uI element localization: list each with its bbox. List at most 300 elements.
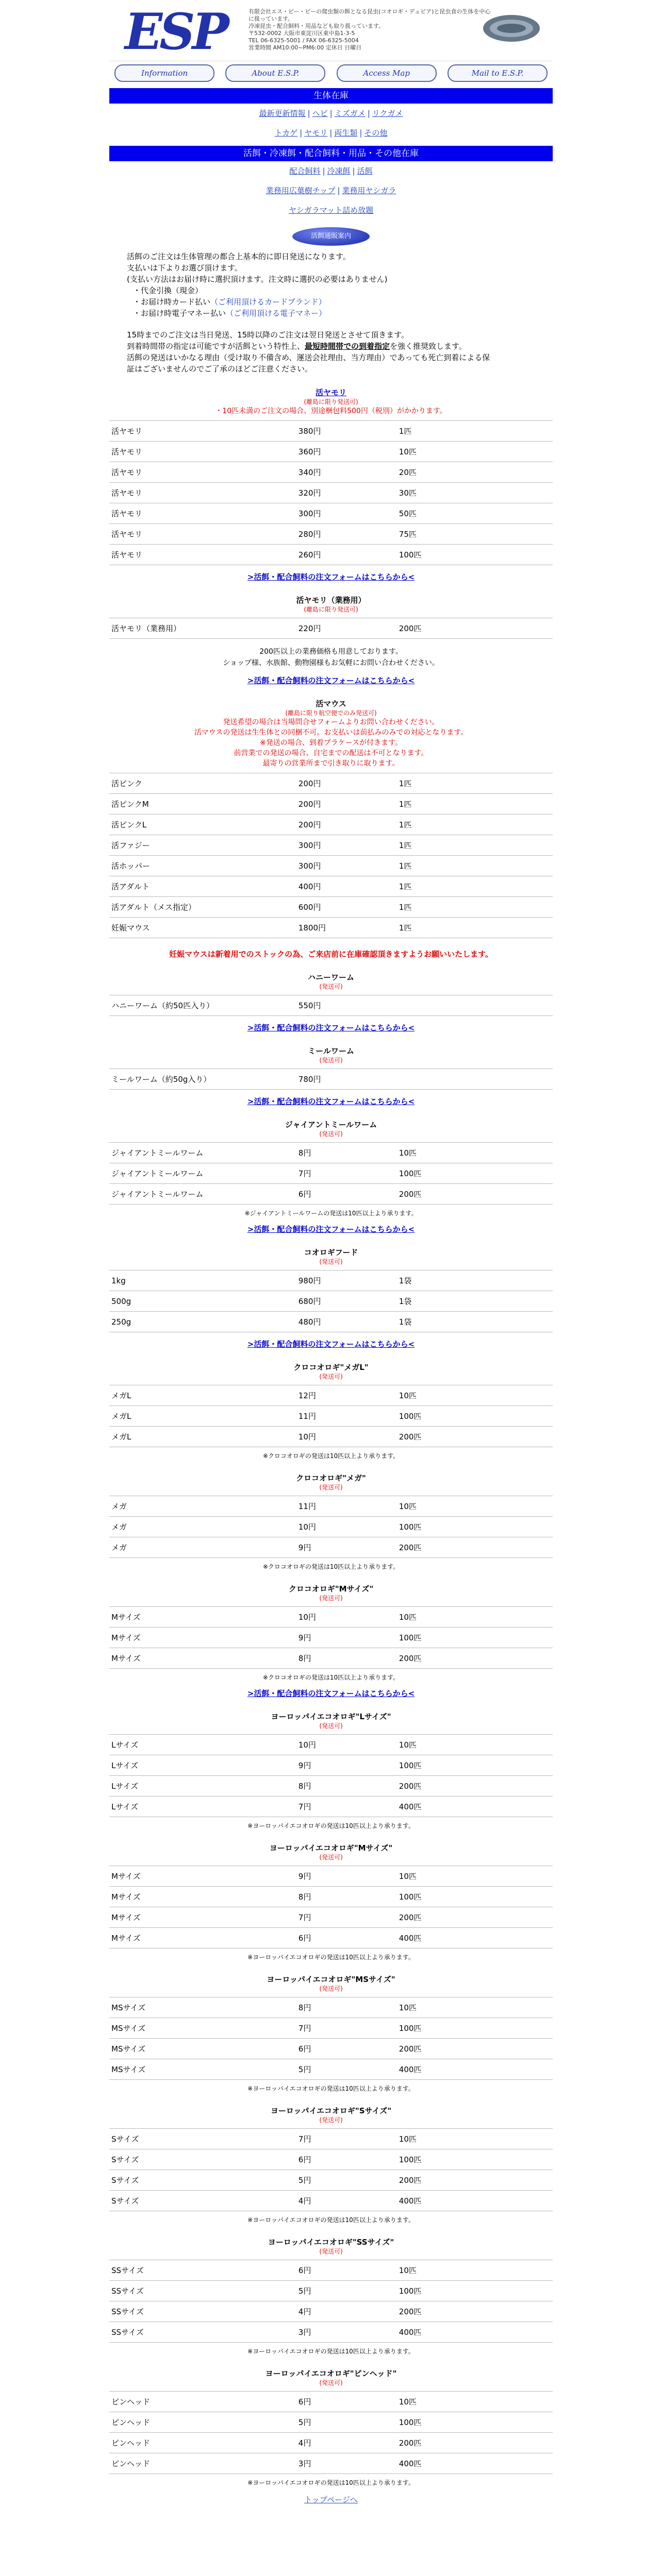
price-cell: 8円 <box>278 1648 389 1669</box>
table-row <box>109 1887 553 1907</box>
nav-link[interactable]: 配合飼料 <box>289 166 321 176</box>
header-info-line: TEL 06-6325-5001 / FAX 06-6325-5004 <box>249 37 359 44</box>
quantity-cell: 100匹 <box>389 2281 553 2301</box>
section-subtitle: (発送可) <box>319 1057 343 1064</box>
price-cell: 400円 <box>278 876 389 897</box>
section-subtitle: (離島に限り発送可) <box>304 398 358 405</box>
item-name-cell: 1kg <box>109 1270 278 1291</box>
quantity-cell: 200匹 <box>389 618 553 639</box>
section-title: 活ヤモリ（業務用） <box>296 596 366 605</box>
order-form-link[interactable]: >活餌・配合飼料の注文フォームはこちらから< <box>247 1340 415 1349</box>
nav-link[interactable]: 冷凍餌 <box>327 166 351 176</box>
nav-link[interactable]: 業務用ヤシガラ <box>342 186 396 195</box>
price-cell: 6円 <box>278 2392 389 2412</box>
price-cell: 9円 <box>278 1866 389 1887</box>
price-cell: 5円 <box>278 2059 389 2080</box>
section-title: クロコオロギ"メガL" <box>293 1363 369 1372</box>
quantity-cell: 100匹 <box>389 545 553 565</box>
price-table <box>109 2260 553 2343</box>
nav-button-0[interactable]: Information <box>114 64 214 82</box>
table-row <box>109 1184 553 1205</box>
quantity-cell: 10匹 <box>389 1143 553 1163</box>
item-name-cell: 500g <box>109 1291 278 1312</box>
item-name-cell: メガL <box>109 1406 278 1427</box>
top-page-link[interactable]: トップページへ <box>304 2495 358 2504</box>
section-title: ヨーロッパイエコオロギ"Lサイズ" <box>271 1712 391 1721</box>
quantity-cell: 10匹 <box>389 1997 553 2018</box>
table-row <box>109 995 553 1016</box>
price-table <box>109 2128 553 2211</box>
quantity-cell: 10匹 <box>389 1496 553 1517</box>
price-table <box>109 1606 553 1669</box>
table-row <box>109 1735 553 1755</box>
table-row <box>109 2301 553 2322</box>
item-name-cell: Mサイズ <box>109 1607 278 1628</box>
item-name-cell: Mサイズ <box>109 1907 278 1928</box>
order-link-wrap <box>109 571 553 582</box>
nav-link[interactable]: ヤシガラマット詰め放題 <box>288 206 374 215</box>
quantity-cell: 30匹 <box>389 483 553 503</box>
header-info <box>249 8 491 52</box>
item-name-cell: ピンヘッド <box>109 2433 278 2453</box>
quantity-cell: 10匹 <box>389 1385 553 1406</box>
quantity-cell: 1袋 <box>389 1270 553 1291</box>
item-name-cell: Lサイズ <box>109 1797 278 1817</box>
quantity-cell: 100匹 <box>389 1517 553 1537</box>
item-name-cell: MSサイズ <box>109 2059 278 2080</box>
quantity-cell: 1匹 <box>389 421 553 442</box>
item-name-cell: MSサイズ <box>109 2039 278 2059</box>
item-name-cell: SSサイズ <box>109 2281 278 2301</box>
table-row <box>109 2059 553 2080</box>
item-name-cell: ジャイアントミールワーム <box>109 1163 278 1184</box>
section-note: 前営業での発送の場合、自宅までの配送は不可となります。 <box>234 749 428 757</box>
table-row <box>109 835 553 856</box>
nav-link[interactable]: ヤモリ <box>304 128 328 138</box>
section-title: ヨーロッパイエコオロギ"Mサイズ" <box>269 1843 393 1853</box>
item-name-cell: 活ヤモリ <box>109 524 278 545</box>
section-title: ヨーロッパイエコオロギ"ピンヘッド" <box>265 2369 397 2378</box>
item-name-cell: Sサイズ <box>109 2129 278 2149</box>
nav-link[interactable]: ヘビ <box>312 109 328 118</box>
header <box>109 0 553 61</box>
price-table <box>109 420 553 565</box>
section-subtitle: (離島に限り発送可) <box>304 606 358 613</box>
item-name-cell: MSサイズ <box>109 2018 278 2039</box>
table-row <box>109 2170 553 2191</box>
table-row <box>109 1312 553 1332</box>
quantity-cell: 100匹 <box>389 2412 553 2433</box>
quantity-cell: 1匹 <box>389 794 553 815</box>
quantity-cell: 200匹 <box>389 1184 553 1205</box>
item-name-cell: メガ <box>109 1537 278 1558</box>
item-name-cell: Lサイズ <box>109 1755 278 1776</box>
table-row <box>109 1385 553 1406</box>
order-link-wrap <box>109 1096 553 1107</box>
price-table <box>109 1997 553 2080</box>
page <box>109 0 553 2505</box>
item-name-cell: 活ヤモリ <box>109 421 278 442</box>
quantity-cell: 400匹 <box>389 2059 553 2080</box>
item-name-cell: メガL <box>109 1385 278 1406</box>
item-name-cell: 活アダルト <box>109 876 278 897</box>
section-small-note: ※ヨーロッパイエコオロギの発送は10匹以上より承ります。 <box>247 2348 415 2355</box>
quantity-cell: 1匹 <box>389 918 553 938</box>
section-small-note: ※ヨーロッパイエコオロギの発送は10匹以上より承ります。 <box>247 2085 415 2092</box>
item-name-cell: 活ヤモリ <box>109 503 278 524</box>
table-row <box>109 897 553 918</box>
header-info-line: 冷凍昆虫・配合飼料・用品なども取り扱っています。 <box>249 23 385 29</box>
item-name-cell: ピンヘッド <box>109 2412 278 2433</box>
quantity-cell: 200匹 <box>389 2170 553 2191</box>
price-cell: 360円 <box>278 442 389 462</box>
price-cell: 4円 <box>278 2301 389 2322</box>
section-note: 活マウスの発送は生生体との同梱不可。お支払いは前払みのみでの対応となります。 <box>194 728 468 737</box>
section-subtitle: (離島に限り航空便でのみ発送可) <box>285 709 377 717</box>
price-cell: 680円 <box>278 1291 389 1312</box>
price-cell: 280円 <box>278 524 389 545</box>
section-title: ヨーロッパイエコオロギ"SSサイズ" <box>268 2238 394 2247</box>
item-name-cell: 活ピンクL <box>109 815 278 835</box>
price-cell: 9円 <box>278 1755 389 1776</box>
item-name-cell: 250g <box>109 1312 278 1332</box>
table-row <box>109 2149 553 2170</box>
intro-line: ・代金引換（現金） <box>133 286 203 295</box>
table-row <box>109 1406 553 1427</box>
price-cell: 5円 <box>278 2281 389 2301</box>
item-name-cell: メガ <box>109 1496 278 1517</box>
top-link-wrap <box>109 2494 553 2505</box>
nav-link[interactable]: ミズガメ <box>334 109 366 118</box>
intro-line <box>127 308 553 319</box>
link-separator: | <box>322 166 325 176</box>
intro-line: 活餌のご注文は生体管理の都合上基本的に即日発送になります。 <box>127 252 351 261</box>
esp-logo[interactable] <box>125 3 242 61</box>
quantity-cell: 10匹 <box>389 1866 553 1887</box>
table-row <box>109 2260 553 2281</box>
nav-link[interactable]: リクガメ <box>372 109 403 118</box>
item-name-cell: Mサイズ <box>109 1648 278 1669</box>
table-row <box>109 442 553 462</box>
item-name-cell: 妊娠マウス <box>109 918 278 938</box>
section-subtitle: (発送可) <box>319 1130 343 1138</box>
link-separator: | <box>300 128 303 138</box>
table-row <box>109 1537 553 1558</box>
section-small-note: ※ヨーロッパイエコオロギの発送は10匹以上より承ります。 <box>247 2216 415 2224</box>
price-cell: 6円 <box>278 2039 389 2059</box>
order-form-link[interactable]: >活餌・配合飼料の注文フォームはこちらから< <box>247 1689 415 1698</box>
header-info-line: 営業時間 AM10:00~PM6:00 定休日 日曜日 <box>249 44 362 51</box>
section-subtitle: (発送可) <box>319 1854 343 1861</box>
nav-link[interactable]: 業務用広葉樹チップ <box>266 186 336 195</box>
price-cell: 5円 <box>278 2412 389 2433</box>
links-row-2 <box>109 123 553 143</box>
section-bar-feed: 活餌・冷凍餌・配合飼料・用品・その他在庫 <box>109 146 553 161</box>
nav-button-1[interactable]: About E.S.P. <box>225 64 325 82</box>
price-cell: 11円 <box>278 1496 389 1517</box>
item-name-cell: Mサイズ <box>109 1628 278 1648</box>
price-cell: 380円 <box>278 421 389 442</box>
price-cell: 8円 <box>278 1887 389 1907</box>
table-row <box>109 421 553 442</box>
item-name-cell: MSサイズ <box>109 1997 278 2018</box>
nav-button-3[interactable]: Mail to E.S.P. <box>448 64 548 82</box>
price-cell: 7円 <box>278 1907 389 1928</box>
logo-text: ESP <box>125 3 226 61</box>
quantity-cell: 400匹 <box>389 1797 553 1817</box>
header-info-line: 〒532-0002 大阪市東淀川区東中島1-3-5 <box>249 30 355 37</box>
section-subtitle: (発送可) <box>319 1985 343 1992</box>
order-form-link[interactable]: >活餌・配合飼料の注文フォームはこちらから< <box>247 1225 415 1234</box>
item-name-cell: ジャイアントミールワーム <box>109 1184 278 1205</box>
order-form-link[interactable]: >活餌・配合飼料の注文フォームはこちらから< <box>247 572 415 582</box>
order-form-link[interactable]: >活餌・配合飼料の注文フォームはこちらから< <box>247 676 415 685</box>
table-row <box>109 618 553 639</box>
card-brand-link[interactable]: （ご利用頂けるカードブランド） <box>210 297 326 307</box>
item-name-cell: SSサイズ <box>109 2301 278 2322</box>
item-name-cell: ピンヘッド <box>109 2453 278 2474</box>
price-table <box>109 618 553 639</box>
price-cell: 5円 <box>278 2170 389 2191</box>
price-cell: 7円 <box>278 2018 389 2039</box>
quantity-cell: 400匹 <box>389 2322 553 2343</box>
table-row <box>109 876 553 897</box>
quantity-cell: 100匹 <box>389 1628 553 1648</box>
table-row <box>109 1928 553 1948</box>
section-small-note: ※クロコオロギの発送は10匹以上より承ります。 <box>262 1452 400 1460</box>
item-name-cell: Lサイズ <box>109 1735 278 1755</box>
price-cell: 600円 <box>278 897 389 918</box>
price-cell: 780円 <box>278 1069 389 1090</box>
price-cell: 8円 <box>278 1997 389 2018</box>
price-cell: 10円 <box>278 1607 389 1628</box>
quantity-cell: 400匹 <box>389 2453 553 2474</box>
table-row <box>109 918 553 938</box>
table-row <box>109 1776 553 1797</box>
section-title: 活ヤモリ <box>315 388 346 397</box>
quantity-cell: 1匹 <box>389 897 553 918</box>
price-table <box>109 2391 553 2474</box>
quantity-cell: 200匹 <box>389 2039 553 2059</box>
links-row-1 <box>109 104 553 123</box>
quantity-cell: 100匹 <box>389 1163 553 1184</box>
section-subtitle: (発送可) <box>319 983 343 990</box>
intro-line: 支払いは下よりお選び頂けます。 <box>127 263 242 273</box>
intro-text-part: を強く推奨致します。 <box>390 342 467 351</box>
item-name-cell: 活ファジー <box>109 835 278 856</box>
main-nav <box>109 61 553 85</box>
link-separator: | <box>352 166 355 176</box>
nav-link[interactable]: その他 <box>364 128 388 138</box>
table-row <box>109 2191 553 2211</box>
table-row <box>109 1270 553 1291</box>
item-name-cell: SSサイズ <box>109 2322 278 2343</box>
order-form-link[interactable]: >活餌・配合飼料の注文フォームはこちらから< <box>247 1097 415 1106</box>
quantity-cell: 1匹 <box>389 856 553 876</box>
intro-text-part: ・お届け時カード払い <box>133 297 211 307</box>
table-row <box>109 773 553 794</box>
price-cell: 6円 <box>278 1184 389 1205</box>
quantity-cell: 100匹 <box>389 1755 553 1776</box>
link-separator: | <box>307 109 310 118</box>
table-row <box>109 2281 553 2301</box>
item-name-cell: Mサイズ <box>109 1887 278 1907</box>
table-row <box>109 1291 553 1312</box>
price-cell: 7円 <box>278 1797 389 1817</box>
table-row <box>109 483 553 503</box>
section-subtitle: (発送可) <box>319 1258 343 1265</box>
section-small-note: ※ヨーロッパイエコオロギの発送は10匹以上より承ります。 <box>247 2479 415 2486</box>
price-cell: 4円 <box>278 2433 389 2453</box>
quantity-cell <box>389 1069 553 1090</box>
order-link-wrap <box>109 1022 553 1033</box>
price-cell: 220円 <box>278 618 389 639</box>
price-table <box>109 995 553 1016</box>
table-row <box>109 856 553 876</box>
table-row <box>109 1496 553 1517</box>
quantity-cell: 1袋 <box>389 1291 553 1312</box>
section-small-note: ※ヨーロッパイエコオロギの発送は10匹以上より承ります。 <box>247 1822 415 1829</box>
price-cell: 300円 <box>278 856 389 876</box>
quantity-cell: 200匹 <box>389 1776 553 1797</box>
section-note: 発送希望の場合は当場問合せフォームよりお問い合わせください。 <box>223 718 439 726</box>
item-name-cell: Mサイズ <box>109 1928 278 1948</box>
intro-line: 15時までのご注文は当日発送、15時以降のご注文は翌日発送とさせて頂きます。 <box>127 330 409 340</box>
price-cell: 12円 <box>278 1385 389 1406</box>
price-table <box>109 1069 553 1090</box>
price-table <box>109 1142 553 1205</box>
price-cell: 320円 <box>278 483 389 503</box>
section-title: ハニーワーム <box>307 973 354 982</box>
intro-text <box>109 251 553 375</box>
order-link-wrap <box>109 1688 553 1699</box>
price-table <box>109 773 553 938</box>
section-small-note: ※ヨーロッパイエコオロギの発送は10匹以上より承ります。 <box>247 1954 415 1961</box>
table-row <box>109 2412 553 2433</box>
section-title: 活マウス <box>316 699 346 708</box>
section-subtitle: (発送可) <box>319 1373 343 1380</box>
nav-link[interactable]: 活餌 <box>357 166 373 176</box>
price-cell: 550円 <box>278 995 389 1016</box>
price-cell: 300円 <box>278 835 389 856</box>
order-link-wrap <box>109 1224 553 1234</box>
section-note: ・10匹未満のご注文の場合、別途梱包料500円（税別）がかかります。 <box>215 407 447 415</box>
intro-line <box>127 341 553 352</box>
price-cell: 10円 <box>278 1517 389 1537</box>
emoney-link[interactable]: （ご利用頂ける電子マネー） <box>226 309 327 318</box>
badge-wrap <box>109 227 553 246</box>
section-title: クロコオロギ"Mサイズ" <box>288 1584 374 1594</box>
item-name-cell: Lサイズ <box>109 1776 278 1797</box>
item-name-cell: Sサイズ <box>109 2170 278 2191</box>
table-row <box>109 2322 553 2343</box>
section-after-note: 200匹以上の業務価格も用意しております。 <box>259 648 403 656</box>
table-row <box>109 1069 553 1090</box>
price-table <box>109 1866 553 1948</box>
nav-link[interactable]: 最新更新情報 <box>259 109 306 118</box>
quantity-cell: 100匹 <box>389 2149 553 2170</box>
link-separator: | <box>329 128 333 138</box>
quantity-cell: 1匹 <box>389 773 553 794</box>
header-info-line: 有限会社エス・ピー・ピーの爬虫類の餌となる昆虫(コオロギ・デュビア)と昆虫食の生体を中心に扱っています。 <box>249 8 491 22</box>
quantity-cell: 200匹 <box>389 1427 553 1447</box>
section-subtitle: (発送可) <box>319 2116 343 2124</box>
nav-link[interactable]: トカゲ <box>274 128 298 138</box>
table-row <box>109 2392 553 2412</box>
quantity-cell: 10匹 <box>389 2260 553 2281</box>
table-row <box>109 462 553 483</box>
price-cell: 200円 <box>278 815 389 835</box>
nav-link[interactable]: 両生類 <box>334 128 358 138</box>
price-cell: 200円 <box>278 773 389 794</box>
price-table <box>109 1496 553 1558</box>
quantity-cell: 200匹 <box>389 1648 553 1669</box>
section-title: ヨーロッパイエコオロギ"Sサイズ" <box>270 2106 392 2115</box>
table-row <box>109 1907 553 1928</box>
intro-text-part: ・お届け時電子マネー払い <box>133 309 226 318</box>
table-row <box>109 1607 553 1628</box>
price-cell: 11円 <box>278 1406 389 1427</box>
table-row <box>109 1797 553 1817</box>
item-name-cell: 活ピンク <box>109 773 278 794</box>
price-cell: 7円 <box>278 1163 389 1184</box>
order-form-link[interactable]: >活餌・配合飼料の注文フォームはこちらから< <box>247 1023 415 1032</box>
item-name-cell: Sサイズ <box>109 2149 278 2170</box>
quantity-cell: 10匹 <box>389 2392 553 2412</box>
section-note: ※発送の場合、到着プラケースが付きます。 <box>260 739 402 747</box>
table-row <box>109 794 553 815</box>
intro-line: 活餌の発送はいかなる理由（受け取り不備含め、運送会社理由、当方理由）であっても死亡到着による保 <box>127 353 490 362</box>
nav-button-2[interactable]: Access Map <box>337 64 437 82</box>
section-after-note: ショップ様、水族館、動物園様もお気軽にお問い合わせください。 <box>223 659 439 667</box>
quantity-cell: 20匹 <box>389 462 553 483</box>
table-row <box>109 1143 553 1163</box>
price-table <box>109 1385 553 1447</box>
quantity-cell: 1袋 <box>389 1312 553 1332</box>
product-sections <box>109 387 553 2487</box>
links-row-4 <box>109 181 553 200</box>
link-separator: | <box>337 186 340 195</box>
price-table <box>109 1270 553 1332</box>
section-subtitle: (発送可) <box>319 1484 343 1491</box>
quantity-cell: 1匹 <box>389 835 553 856</box>
quantity-cell: 200匹 <box>389 2433 553 2453</box>
table-row <box>109 1628 553 1648</box>
item-name-cell: メガ <box>109 1517 278 1537</box>
live-feed-badge: 活餌通販案内 <box>292 227 370 246</box>
price-cell: 480円 <box>278 1312 389 1332</box>
item-name-cell: 活ホッパー <box>109 856 278 876</box>
reptile-image <box>481 10 542 46</box>
price-cell: 8円 <box>278 1143 389 1163</box>
section-small-note: ※クロコオロギの発送は10匹以上より承ります。 <box>262 1563 400 1570</box>
price-cell: 260円 <box>278 545 389 565</box>
quantity-cell: 10匹 <box>389 442 553 462</box>
item-name-cell: 活ピンクM <box>109 794 278 815</box>
price-cell: 10円 <box>278 1427 389 1447</box>
section-title: ヨーロッパイエコオロギ"MSサイズ" <box>267 1975 395 1984</box>
item-name-cell: ジャイアントミールワーム <box>109 1143 278 1163</box>
price-cell: 6円 <box>278 2149 389 2170</box>
table-row <box>109 1517 553 1537</box>
section-note: 最寄りの営業所まで引き取りに取ります。 <box>262 759 400 768</box>
section-title: ジャイアントミールワーム <box>285 1120 377 1129</box>
quantity-cell: 200匹 <box>389 1537 553 1558</box>
quantity-cell: 10匹 <box>389 2129 553 2149</box>
table-row <box>109 1648 553 1669</box>
intro-line: (支払い方法はお届け時に選択頂けます。注文時に選択の必要はありません) <box>127 275 388 284</box>
table-row <box>109 2018 553 2039</box>
